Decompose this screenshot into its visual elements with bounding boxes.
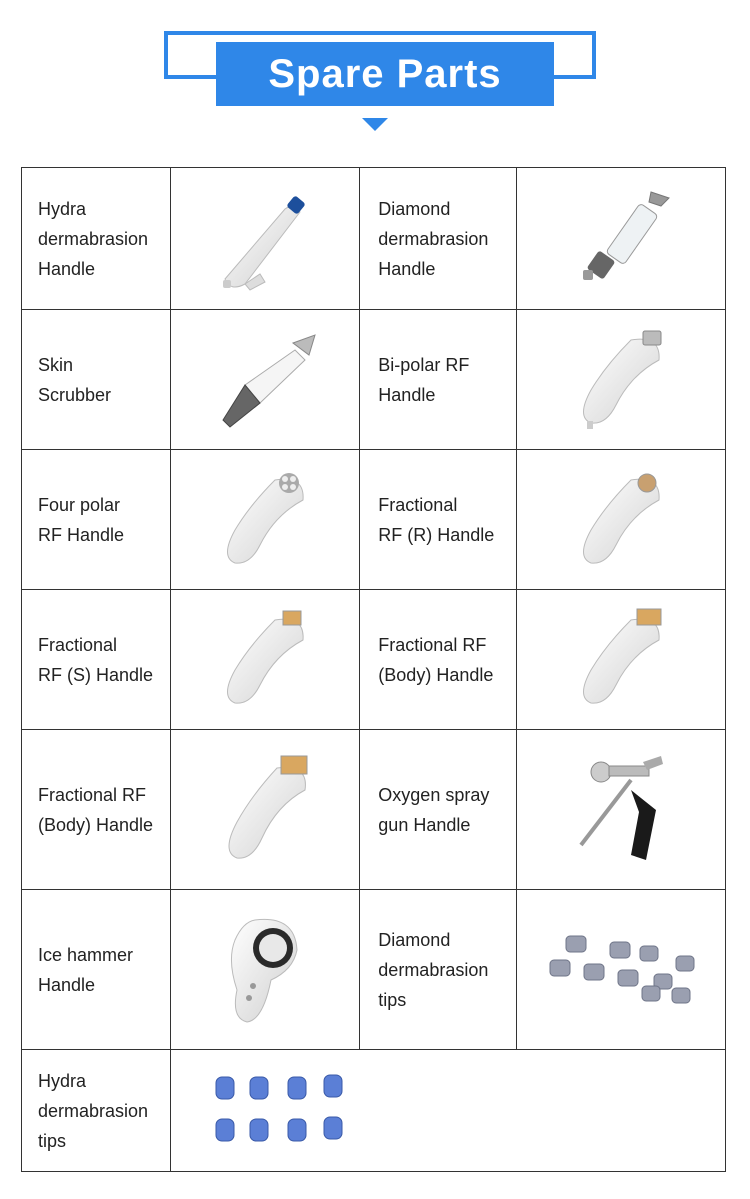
part-label: Bi-polar RF Handle — [378, 354, 470, 405]
page-title: Spare Parts — [216, 42, 554, 106]
table-row — [22, 1050, 726, 1172]
part-image-cell — [517, 590, 726, 730]
part-label-cell — [22, 168, 171, 310]
part-image-cell — [171, 168, 360, 310]
part-label: Diamond dermabrasion tips — [378, 929, 489, 1010]
part-label-cell — [22, 890, 171, 1050]
fractional-rf-s-handle-icon — [205, 605, 325, 715]
part-label: Fractional RF (R) Handle — [378, 494, 495, 545]
part-label-cell — [360, 590, 517, 730]
table-row — [22, 450, 726, 590]
part-label: Ice hammer Handle — [38, 944, 134, 995]
part-label-cell — [22, 450, 171, 590]
fractional-rf-r-handle-icon — [561, 465, 681, 575]
table-row — [22, 890, 726, 1050]
part-label: Fractional RF (Body) Handle — [38, 784, 154, 835]
part-label: Diamond dermabrasion Handle — [378, 198, 489, 279]
part-label: Skin Scrubber — [38, 354, 112, 405]
part-label: Hydra dermabrasion Handle — [38, 198, 149, 279]
part-image-cell — [517, 310, 726, 450]
bipolar-rf-handle-icon — [561, 325, 681, 435]
spare-parts-table — [21, 167, 726, 1172]
part-image-cell — [171, 310, 360, 450]
part-label-cell — [360, 450, 517, 590]
hydra-tips-icon — [206, 1071, 376, 1151]
part-label-cell — [22, 730, 171, 890]
part-label-cell — [360, 890, 517, 1050]
part-image-cell — [517, 730, 726, 890]
part-image-cell — [517, 890, 726, 1050]
fractional-rf-body-handle-icon — [561, 605, 681, 715]
fractional-rf-body-handle-icon — [205, 750, 325, 870]
header-arrow-icon — [362, 118, 388, 131]
oxygen-spray-gun-icon — [561, 750, 681, 870]
part-image-cell — [171, 590, 360, 730]
four-polar-rf-handle-icon — [205, 465, 325, 575]
diamond-tips-icon — [536, 930, 706, 1010]
part-label: Four polar RF Handle — [38, 494, 125, 545]
diamond-handle-icon — [561, 184, 681, 294]
part-label-cell — [22, 310, 171, 450]
skin-scrubber-icon — [205, 325, 325, 435]
ice-hammer-icon — [205, 910, 325, 1030]
table-row — [22, 168, 726, 310]
part-image-cell — [517, 168, 726, 310]
part-label-cell — [360, 730, 517, 890]
table-row — [22, 730, 726, 890]
part-image-cell — [171, 730, 360, 890]
part-label-cell — [22, 590, 171, 730]
part-image-cell — [517, 450, 726, 590]
part-label: Hydra dermabrasion tips — [38, 1070, 149, 1151]
table-row — [22, 310, 726, 450]
part-label: Oxygen spray gun Handle — [378, 784, 490, 835]
part-image-cell — [171, 450, 360, 590]
part-label: Fractional RF (S) Handle — [38, 634, 154, 685]
part-label-cell — [22, 1050, 171, 1172]
hydra-handle-icon — [205, 184, 325, 294]
part-image-cell — [171, 890, 360, 1050]
table-row — [22, 590, 726, 730]
part-label-cell — [360, 168, 517, 310]
part-label: Fractional RF (Body) Handle — [378, 634, 494, 685]
part-image-cell — [171, 1050, 726, 1172]
part-label-cell — [360, 310, 517, 450]
